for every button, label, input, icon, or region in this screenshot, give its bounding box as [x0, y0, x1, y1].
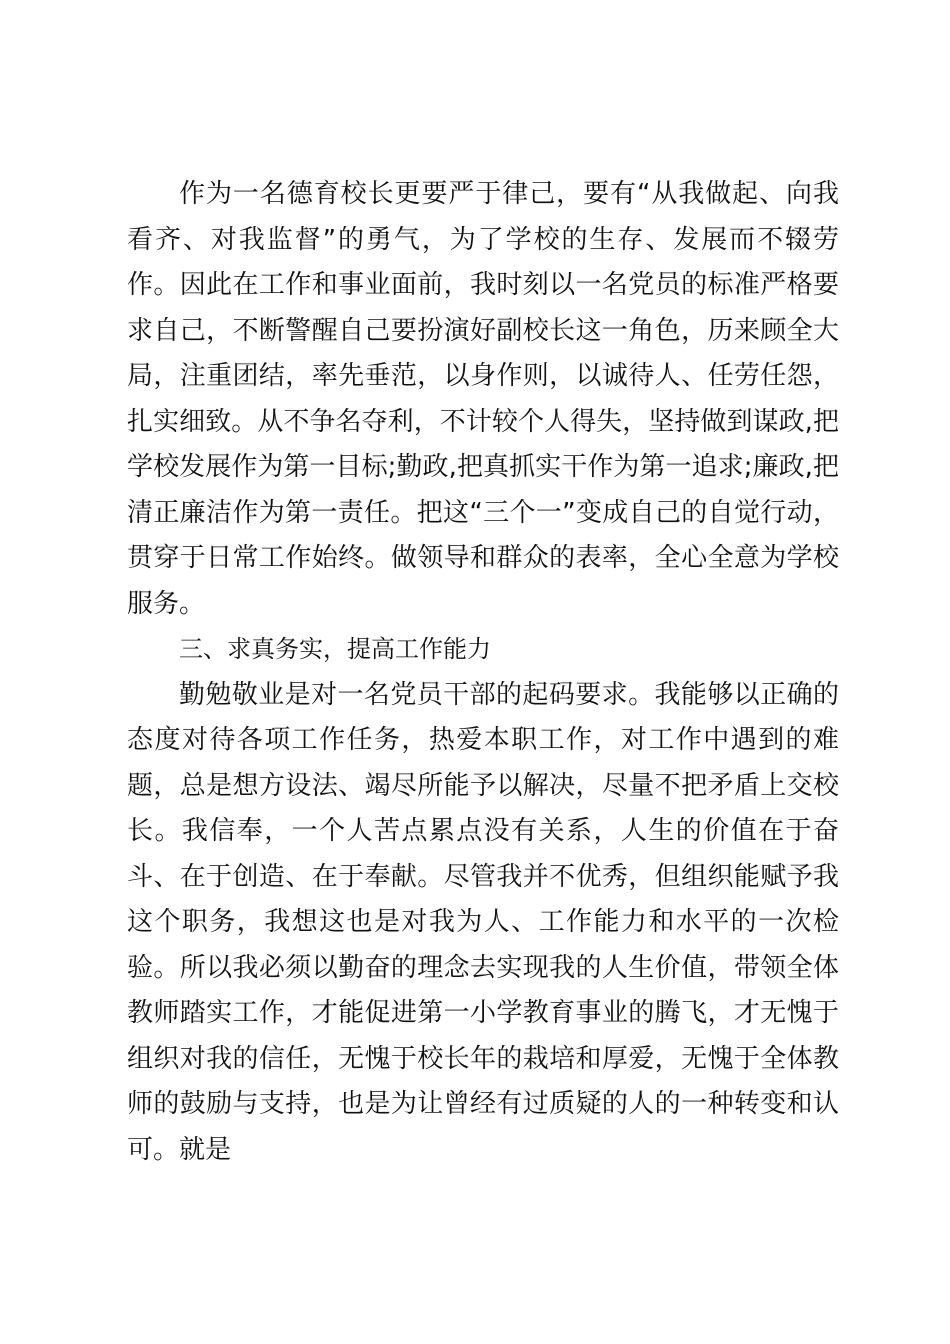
paragraph-self-discipline: 作为一名德育校长更要严于律己，要有“从我做起、向我看齐、对我监督”的勇气，为了学校的生存、发展而不辍劳作。因此在工作和事业面前，我时刻以一名党员的标准严格要求自己，不断警醒自己要扮演好副校长这一角色，历来顾全大局，注重团结，率先垂范，以身作则，以诚待人、任劳任怨，扎实细致。从不争名夺利，不计较个人得失，坚持做到谋政,把学校发展作为第一目标;勤政,把真抓实干作为第一追求;廉政,把清正廉洁作为第一责任。把这“三个一”变成自己的自觉行动，贯穿于日常工作始终。做领导和群众的表率，全心全意为学校服务。 [127, 179, 839, 619]
paragraph-diligence: 勤勉敬业是对一名党员干部的起码要求。我能够以正确的态度对待各项工作任务，热爱本职工作，对工作中遇到的难题，总是想方设法、竭尽所能予以解决，尽量不把矛盾上交校长。我信奉，一个人苦点累点没有关系，人生的价值在于奋斗、在于创造、在于奉献。尽管我并不优秀，但组织能赋予我这个职务，我想这也是对我为人、工作能力和水平的一次检验。所以我必须以勤奋的理念去实现我的人生价值，带领全体教师踏实工作，才能促进第一小学教育事业的腾飞，才无愧于组织对我的信任，无愧于校长年的栽培和厚爱，无愧于全体教师的鼓励与支持，也是为让曾经有过质疑的人的一种转变和认可。就是 [127, 679, 839, 1165]
document-body [127, 172, 839, 1173]
section-heading: 三、求真务实，提高工作能力 [179, 635, 491, 663]
